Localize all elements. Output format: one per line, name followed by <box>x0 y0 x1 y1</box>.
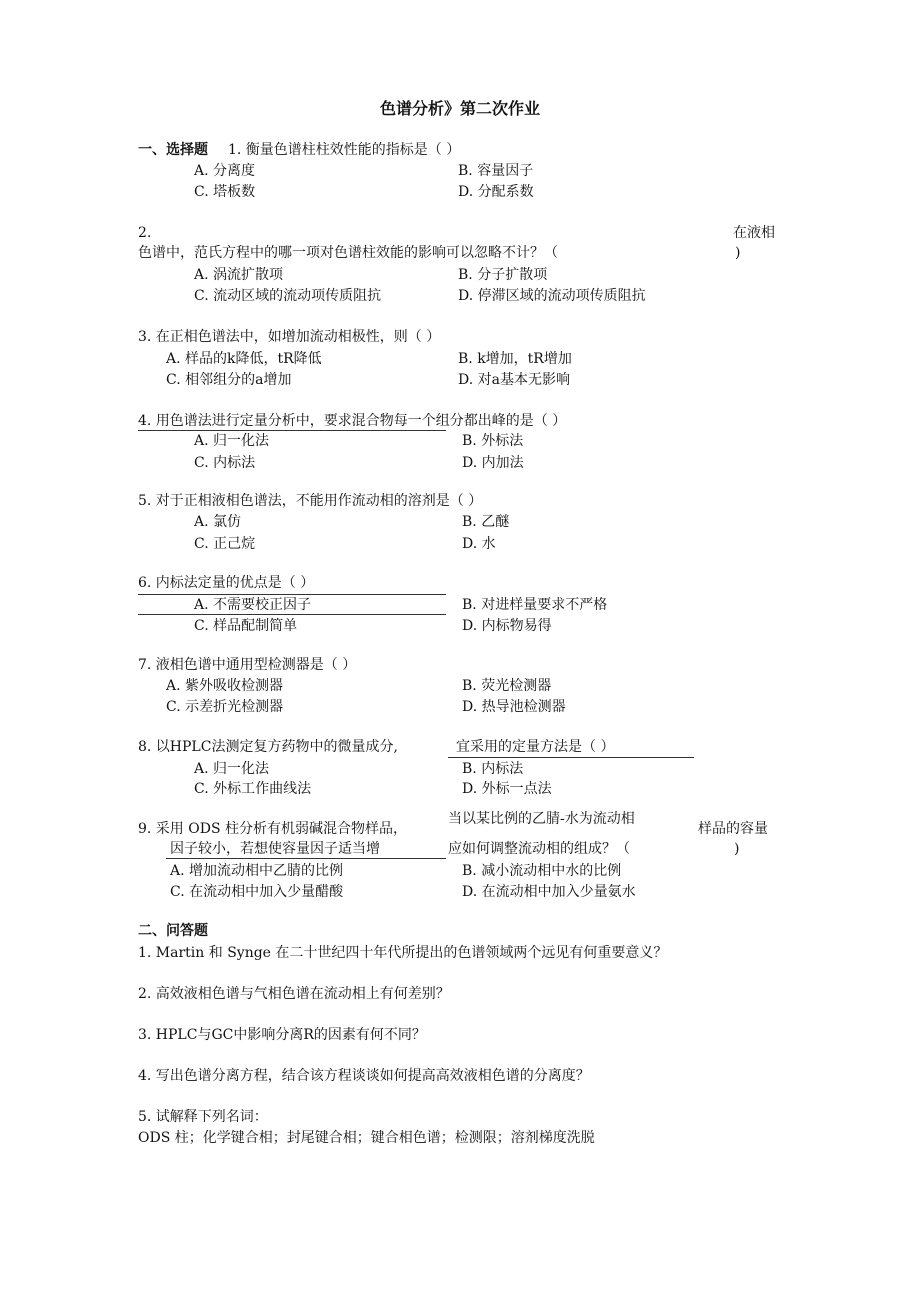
q3-option-d: D. 对a基本无影响 <box>458 372 570 388</box>
q3-option-b: B. k增加，tR增加 <box>458 351 572 367</box>
q1-stem: 1. 衡量色谱柱柱效性能的指标是（ ） <box>228 142 461 158</box>
q8-option-c: C. 外标工作曲线法 <box>194 781 312 797</box>
q8-option-a: A. 归一化法 <box>194 761 270 777</box>
q9-underline <box>166 858 446 859</box>
q2-stem-right: 在液相 <box>733 225 775 241</box>
q9-option-a: A. 增加流动相中乙腈的比例 <box>170 863 344 879</box>
essay-q3: 3. HPLC与GC中影响分离R的因素有何不同？ <box>138 1027 426 1043</box>
q4-option-d: D. 内加法 <box>462 455 524 471</box>
q9-stem-right: 样品的容量 <box>698 821 768 837</box>
essay-q4: 4. 写出色谱分离方程，结合该方程谈谈如何提高高效液相色谱的分离度？ <box>138 1068 590 1084</box>
q6-underline-top <box>138 594 446 595</box>
q9-stem-mid: 当以某比例的乙腈-水为流动相 <box>448 811 635 827</box>
q9-line2-left: 因子较小，若想使容量因子适当增 <box>170 841 380 857</box>
q8-stem-left: 8. 以HPLC法测定复方药物中的微量成分, <box>138 739 398 755</box>
q4-option-b: B. 外标法 <box>462 433 524 449</box>
q1-option-d: D. 分配系数 <box>458 184 534 200</box>
q7-option-c: C. 示差折光检测器 <box>166 699 284 715</box>
q2-stem: 色谱中，范氏方程中的哪一项对色谱柱效能的影响可以忽略不计？（ <box>138 245 558 261</box>
q6-option-b: B. 对进样量要求不严格 <box>462 597 608 613</box>
q6-option-d: D. 内标物易得 <box>462 618 552 634</box>
q8-option-d: D. 外标一点法 <box>462 781 552 797</box>
q4-option-c: C. 内标法 <box>194 455 256 471</box>
q6-option-a: A. 不需要校正因子 <box>194 597 312 613</box>
q9-option-b: B. 减小流动相中水的比例 <box>462 863 622 879</box>
q9-line2-mid: 应如何调整流动相的组成？（ <box>448 841 630 857</box>
q5-option-d: D. 水 <box>462 536 496 552</box>
q4-option-a: A. 归一化法 <box>194 433 270 449</box>
q1-option-a: A. 分离度 <box>194 163 256 179</box>
essay-q5-terms: ODS 柱；化学键合相；封尾键合相；键合相色谱；检测限；溶剂梯度洗脱 <box>138 1130 595 1146</box>
q8-underline <box>448 757 694 758</box>
q5-option-c: C. 正己烷 <box>194 536 256 552</box>
q7-option-b: B. 荧光检测器 <box>462 678 552 694</box>
q7-option-d: D. 热导池检测器 <box>462 699 566 715</box>
q5-option-a: A. 氯仿 <box>194 514 242 530</box>
section2-heading: 二、问答题 <box>138 923 208 939</box>
q5-stem: 5. 对于正相液相色谱法，不能用作流动相的溶剂是（ ） <box>138 493 483 509</box>
q1-option-c: C. 塔板数 <box>194 184 256 200</box>
q9-option-c: C. 在流动相中加入少量醋酸 <box>170 884 344 900</box>
q9-close-paren: ) <box>734 841 740 857</box>
q2-close-paren: ) <box>735 245 741 261</box>
q2-number: 2. <box>138 225 152 241</box>
q6-option-c: C. 样品配制简单 <box>194 618 298 634</box>
q2-option-a: A. 涡流扩散项 <box>194 267 284 283</box>
q5-option-b: B. 乙醚 <box>462 514 510 530</box>
q8-stem-right: 宜采用的定量方法是（ ） <box>456 739 615 755</box>
q6-underline-bottom <box>138 614 446 615</box>
q1-option-b: B. 容量因子 <box>458 163 534 179</box>
q9-stem-left: 9. 采用 ODS 柱分析有机弱碱混合物样品， <box>138 821 408 837</box>
q2-option-c: C. 流动区域的流动项传质阻抗 <box>194 288 382 304</box>
q3-option-c: C. 相邻组分的a增加 <box>166 372 292 388</box>
q4-stem: 4. 用色谱法进行定量分析中，要求混合物每一个组分都出峰的是（ ） <box>138 413 567 429</box>
q6-stem: 6. 内标法定量的优点是（ ） <box>138 575 315 591</box>
document-title: 色谱分析》第二次作业 <box>379 99 540 118</box>
q7-stem: 7. 液相色谱中通用型检测器是（ ） <box>138 657 357 673</box>
essay-q1: 1. Martin 和 Synge 在二十世纪四十年代所提出的色谱领域两个远见有何重要意义？ <box>138 945 668 961</box>
section1-heading: 一、选择题 <box>138 142 208 158</box>
q4-underline <box>138 430 446 431</box>
q8-option-b: B. 内标法 <box>462 761 524 777</box>
q3-stem: 3. 在正相色谱法中，如增加流动相极性，则（ ） <box>138 329 441 345</box>
essay-q5: 5. 试解释下列名词： <box>138 1109 268 1125</box>
essay-q2: 2. 高效液相色谱与气相色谱在流动相上有何差别？ <box>138 986 450 1002</box>
q3-option-a: A. 样品的k降低，tR降低 <box>166 351 322 367</box>
q7-option-a: A. 紫外吸收检测器 <box>166 678 284 694</box>
q2-option-d: D. 停滞区域的流动项传质阻抗 <box>458 288 646 304</box>
q9-option-d: D. 在流动相中加入少量氨水 <box>462 884 636 900</box>
q2-option-b: B. 分子扩散项 <box>458 267 548 283</box>
